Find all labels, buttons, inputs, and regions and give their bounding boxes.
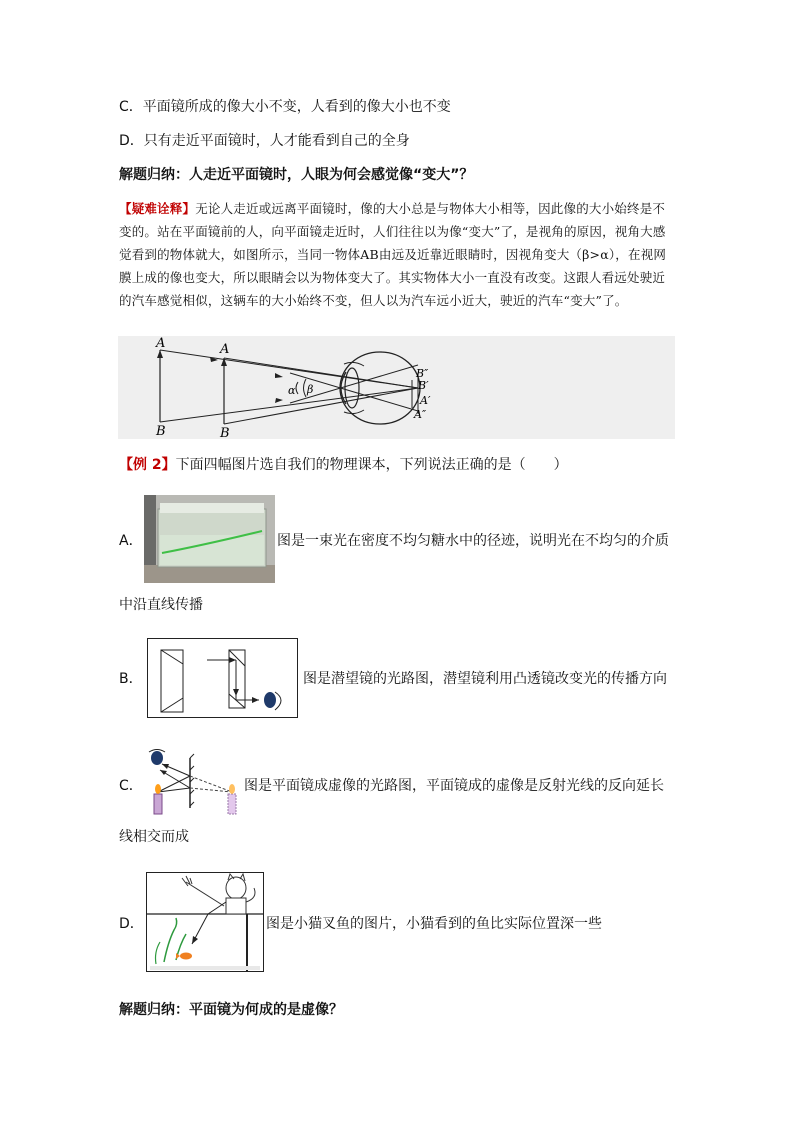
label-a2: A (220, 342, 230, 357)
label-app: A″ (414, 408, 427, 421)
option-b-periscope-diagram (147, 638, 298, 718)
option-d-prev: D．只有走近平面镜时，人才能看到自己的全身 (119, 133, 410, 149)
example-2-tag: 【例 2】 (119, 457, 176, 473)
option-a-text-1: 图是一束光在密度不均匀糖水中的径迹，说明光在不均匀的介质 (277, 533, 669, 549)
option-c-mirror-diagram (146, 748, 242, 818)
label-beta: β (307, 383, 314, 396)
option-a-photo (144, 495, 275, 583)
option-a-text-2: 中沿直线传播 (119, 597, 203, 613)
option-b-label: B． (119, 671, 143, 687)
label-a1: A (156, 336, 166, 351)
visual-angle-figure (118, 336, 675, 439)
option-d-label: D． (119, 916, 144, 932)
option-c-label: C． (119, 778, 143, 794)
option-a-label: A． (119, 533, 143, 549)
option-d-text-1: 图是小猫叉鱼的图片，小猫看到的鱼比实际位置深一些 (266, 916, 602, 932)
explanation-tag: 【疑难诠释】 (119, 201, 196, 216)
label-alpha: α (288, 384, 296, 397)
label-ap: A′ (420, 394, 431, 407)
option-d-cat-fishing-picture (146, 872, 264, 972)
label-b1: B (156, 424, 166, 439)
label-bp: B′ (418, 379, 429, 392)
option-b-text-1: 图是潜望镜的光路图，潜望镜利用凸透镜改变光的传播方向 (303, 671, 667, 687)
visual-angle-diagram (118, 336, 675, 439)
option-c-text-2: 线相交而成 (119, 829, 189, 845)
example-2-text: 下面四幅图片选自我们的物理课本，下列说法正确的是（ ） (175, 457, 568, 473)
option-c-prev: C．平面镜所成的像大小不变，人看到的像大小也不变 (119, 99, 451, 115)
option-c-text-1: 图是平面镜成虚像的光路图，平面镜成的虚像是反射光线的反向延长 (244, 778, 664, 794)
explanation-paragraph (119, 197, 675, 312)
summary-heading-2: 解题归纳：平面镜为何成的是虚像？ (119, 1002, 343, 1018)
example-2-question (119, 455, 568, 475)
explanation-text: 无论人走近或远离平面镜时，像的大小总是与物体大小相等，因此像的大小始终是不变的。站在平面镜前的人，向平面镜走近时，人们往往以为像“变大”了，是视角的原因，视角大感觉看到的物体就大，如图所示，当同一物体AB由远及近靠近眼睛时，因视角变大（β>α），在视网膜上成的像也变大，所以眼睛会以为物体变大了。其实物体大小一直没有改变。这跟人看远处驶近的汽车感觉相似，这辆车的大小始终不变，但人以为汽车远小近大，驶近的汽车“变大”了。 (119, 201, 667, 308)
label-bpp: B″ (416, 367, 429, 380)
summary-heading-1: 解题归纳：人走近平面镜时，人眼为何会感觉像“变大”？ (119, 167, 474, 183)
label-b2: B (220, 426, 230, 439)
